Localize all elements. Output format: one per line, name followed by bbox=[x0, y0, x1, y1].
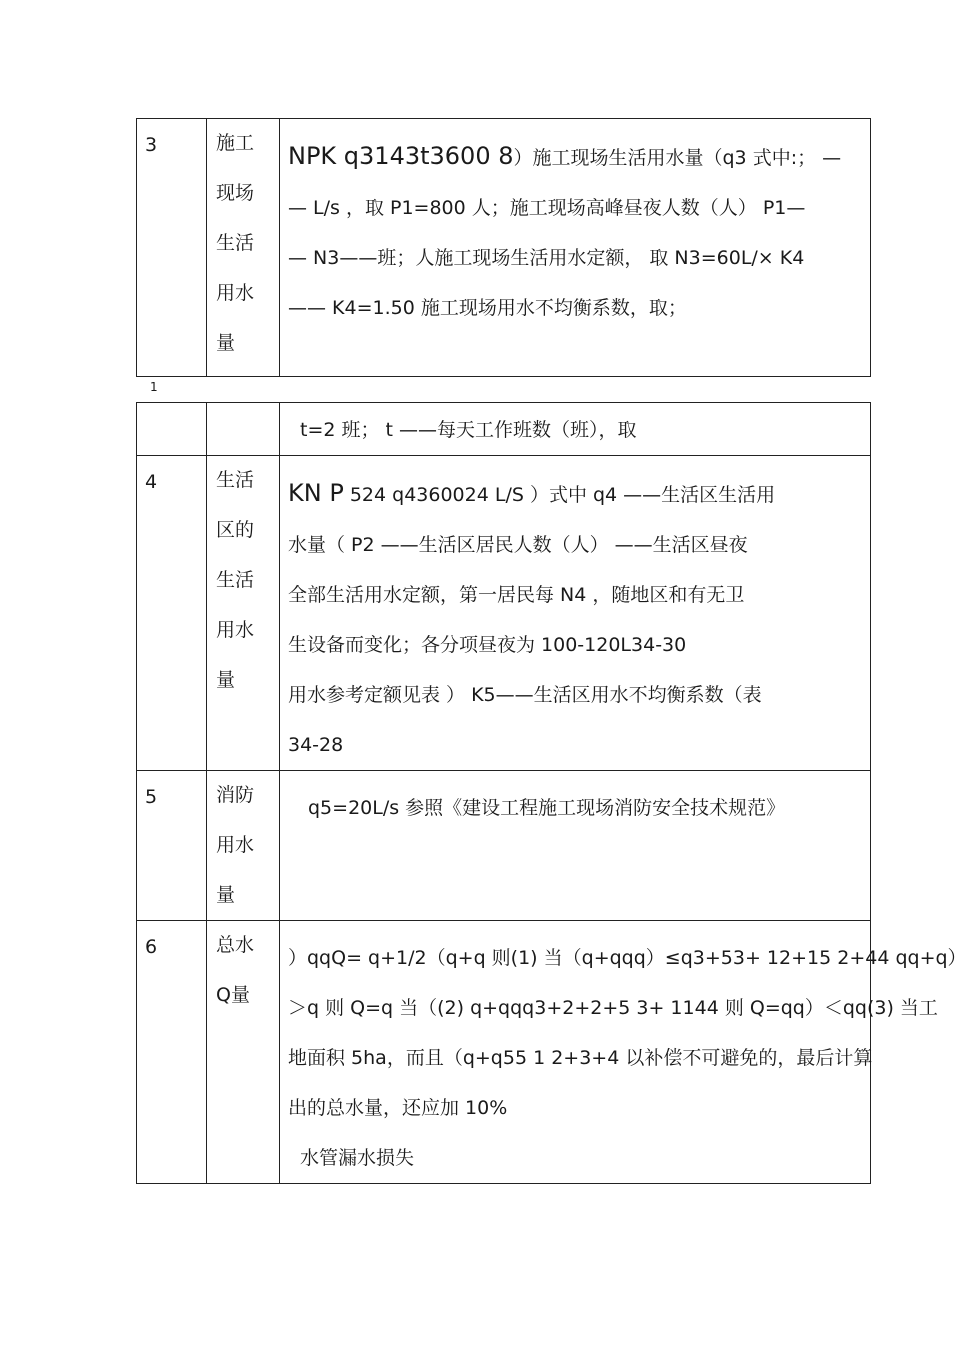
content-line: 出的总水量，还应加 10% bbox=[288, 1097, 508, 1119]
content-line: 水量（ P2 ——生活区居民人数（人） ——生活区昼夜 bbox=[288, 534, 748, 556]
content-line: q5=20L/s 参照《建设工程施工现场消防安全技术规范》 bbox=[308, 797, 786, 819]
row-item-name: 消防用水量 bbox=[207, 771, 280, 921]
row-content bbox=[280, 119, 871, 377]
content-line: KN P 524 q4360024 L/S ）式中 q4 ——生活区生活用 bbox=[288, 479, 776, 507]
page-number: 1 bbox=[150, 380, 158, 394]
row-item-name: 生活区的生活用水量 bbox=[207, 456, 280, 771]
table-row bbox=[137, 119, 871, 377]
content-line: t=2 班； t ——每天工作班数（班），取 bbox=[300, 419, 637, 441]
calc-table-top bbox=[136, 118, 871, 377]
row-content bbox=[280, 456, 871, 771]
content-line: — L/s ，取 P1=800 人；施工现场高峰昼夜人数（人） P1— bbox=[288, 197, 806, 219]
content-line: 水管漏水损失 bbox=[300, 1147, 415, 1169]
table-row bbox=[137, 403, 871, 456]
content-line: —— K4=1.50 施工现场用水不均衡系数，取； bbox=[288, 297, 687, 319]
content-line: ＞q 则 Q=q 当（(2) q+qqq3+2+2+5 3+ 1144 则 Q=qq）＜qq(3) 当工 bbox=[288, 997, 938, 1019]
row-content bbox=[280, 921, 967, 1184]
table-row bbox=[137, 921, 871, 1184]
content-line: 地面积 5ha，而且（q+q55 1 2+3+4 以补偿不可避免的，最后计算 bbox=[288, 1047, 873, 1069]
row-number: 6 bbox=[137, 921, 207, 1184]
content-line: — N3——班；人施工现场生活用水定额， 取 N3=60L/× K4 bbox=[288, 247, 805, 269]
row-item-name: 施工现场生活用水量 bbox=[207, 119, 280, 377]
content-line: 生设备而变化；各分项昼夜为 100-120L34-30 bbox=[288, 634, 687, 656]
row-item-name: 总水Q量 bbox=[207, 921, 280, 1184]
content-line: 用水参考定额见表 ） K5——生活区用水不均衡系数（表 bbox=[288, 684, 762, 706]
row-number: 3 bbox=[137, 119, 207, 377]
table-row bbox=[137, 456, 871, 771]
row-content bbox=[280, 771, 871, 921]
row-number bbox=[137, 403, 207, 456]
content-line: 34-28 bbox=[288, 734, 344, 756]
row-number: 5 bbox=[137, 771, 207, 921]
row-item-name bbox=[207, 403, 280, 456]
table-row bbox=[137, 771, 871, 921]
content-line: NPK q3143t3600 8）施工现场生活用水量（q3 式中:； — bbox=[288, 142, 842, 170]
row-content bbox=[280, 403, 871, 456]
row-number: 4 bbox=[137, 456, 207, 771]
content-line: 全部生活用水定额，第一居民每 N4 ，随地区和有无卫 bbox=[288, 584, 745, 606]
content-line: ）qqQ= q+1/2（q+q 则(1) 当（q+qqq）≤q3+53+ 12+15 2+44 qq+q） bbox=[288, 947, 967, 969]
calc-table-bottom bbox=[136, 402, 967, 1184]
